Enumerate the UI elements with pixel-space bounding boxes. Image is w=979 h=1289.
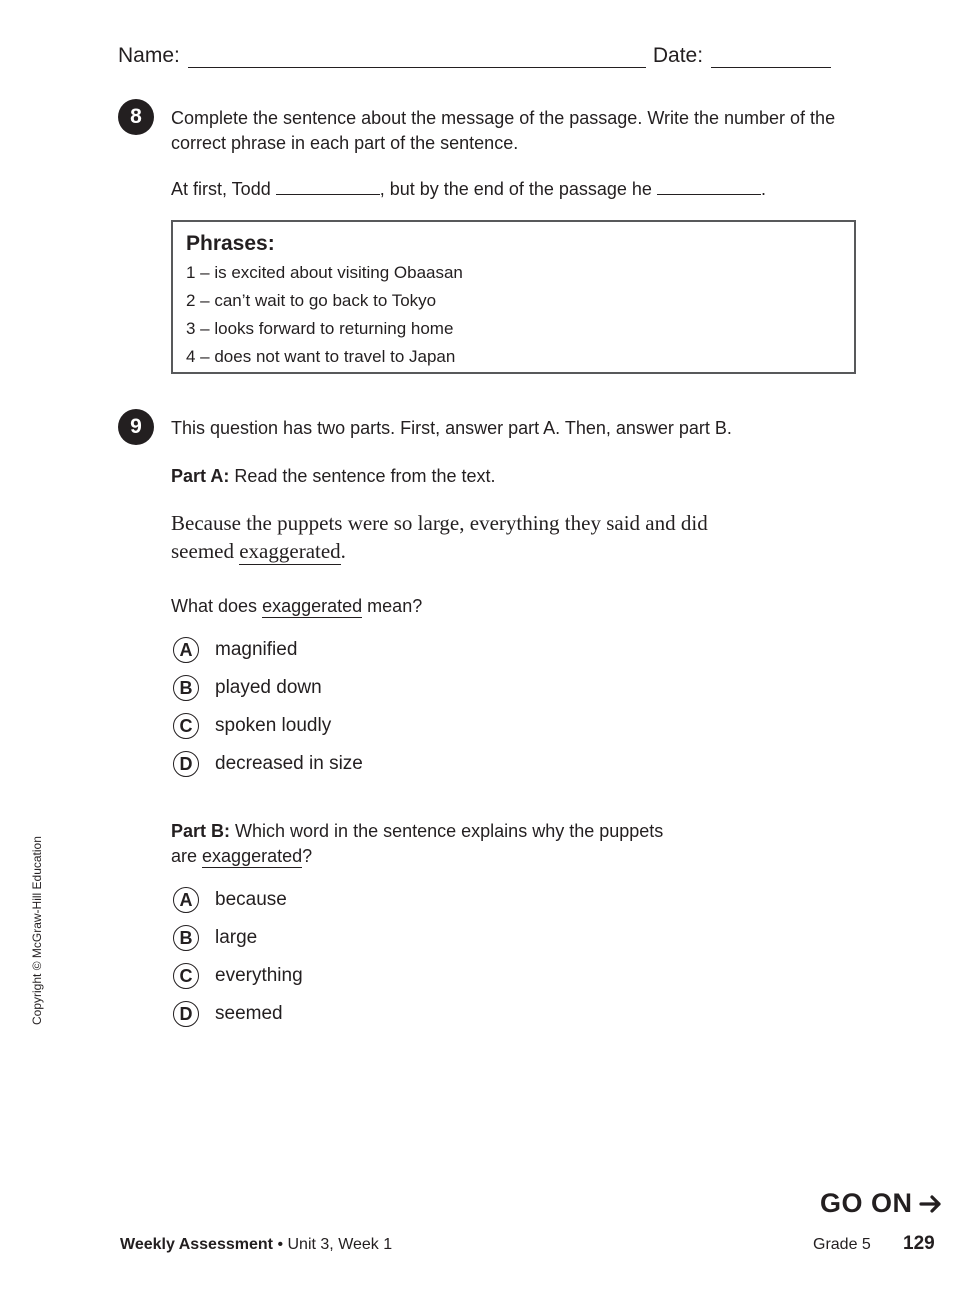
footer-separator: • — [277, 1236, 284, 1253]
option-b[interactable] — [173, 923, 303, 953]
option-text: seemed — [215, 1003, 283, 1024]
phrases-title: Phrases: — [186, 232, 275, 255]
option-text: spoken loudly — [215, 715, 332, 736]
date-label: Date: — [652, 44, 704, 67]
part-b-underlined-word: exaggerated — [202, 846, 303, 866]
quote-line-2 — [171, 537, 791, 565]
part-b-line-1-text: Which word in the sentence explains why the puppets — [235, 821, 664, 841]
unit-week: Unit 3, Week 1 — [287, 1236, 393, 1253]
assessment-title: Weekly Assessment — [120, 1236, 273, 1253]
go-on-label: GO ON — [820, 1188, 913, 1218]
q9-intro: This question has two parts. First, answer part A. Then, answer part B. — [171, 418, 732, 438]
phrase-item: 3 – looks forward to returning home — [186, 319, 454, 338]
part-b-line-2-end: ? — [302, 846, 313, 866]
option-a[interactable] — [173, 885, 303, 915]
option-text: large — [215, 927, 258, 948]
answer-bubble[interactable]: C — [173, 963, 199, 989]
q8-sentence-part1: At first, Todd — [171, 179, 271, 199]
quote-underlined-word: exaggerated — [239, 539, 341, 563]
part-a-question-word: exaggerated — [262, 596, 363, 616]
option-text: because — [215, 889, 287, 910]
option-a[interactable] — [173, 635, 363, 665]
answer-bubble[interactable]: A — [173, 637, 199, 663]
option-text: played down — [215, 677, 322, 698]
q8-blank-2[interactable] — [657, 176, 761, 195]
name-label: Name: — [118, 44, 180, 67]
option-text: magnified — [215, 639, 298, 660]
text-quote — [171, 509, 791, 565]
page-number: 129 — [903, 1233, 935, 1254]
footer-assessment — [120, 1236, 392, 1254]
option-text: decreased in size — [215, 753, 363, 774]
part-a-question-start: What does — [171, 596, 258, 616]
part-a-instruction — [171, 464, 496, 489]
option-c[interactable] — [173, 711, 363, 741]
part-b-line-2 — [171, 844, 771, 869]
q8-sentence — [171, 176, 766, 202]
grade-label: Grade 5 — [813, 1236, 871, 1253]
quote-line-1: Because the puppets were so large, everything they said and did — [171, 511, 708, 535]
quote-line-2-end: . — [340, 539, 346, 563]
name-field[interactable] — [188, 47, 646, 68]
q8-blank-1[interactable] — [276, 176, 380, 195]
answer-bubble[interactable]: D — [173, 1001, 199, 1027]
option-d[interactable] — [173, 749, 363, 779]
part-b-label: Part B: — [171, 821, 231, 841]
header — [118, 44, 831, 68]
phrase-item: 4 – does not want to travel to Japan — [186, 347, 456, 366]
part-b-line-2-start: are — [171, 846, 198, 866]
go-on-indicator — [820, 1188, 943, 1219]
phrase-item: 1 – is excited about visiting Obaasan — [186, 263, 463, 282]
answer-bubble[interactable]: A — [173, 887, 199, 913]
answer-bubble[interactable]: C — [173, 713, 199, 739]
q8-sentence-end: . — [760, 179, 766, 199]
part-a-options — [173, 635, 363, 779]
q8-prompt: Complete the sentence about the message of the passage. Write the number of the correct phrase in each part of the sentence. — [171, 108, 836, 153]
answer-bubble[interactable]: B — [173, 925, 199, 951]
option-c[interactable] — [173, 961, 303, 991]
option-text: everything — [215, 965, 303, 986]
part-a-question-end: mean? — [367, 596, 423, 616]
question-number-8: 8 — [118, 99, 154, 135]
copyright-notice: Copyright © McGraw-Hill Education — [30, 836, 44, 1025]
part-a-label: Part A: — [171, 466, 230, 486]
answer-bubble[interactable]: B — [173, 675, 199, 701]
option-b[interactable] — [173, 673, 363, 703]
part-a-question — [171, 594, 422, 619]
question-number-9: 9 — [118, 409, 154, 445]
q8-sentence-part2: , but by the end of the passage he — [379, 179, 652, 199]
phrase-item: 2 – can’t wait to go back to Tokyo — [186, 291, 437, 310]
part-b-question — [171, 819, 771, 869]
part-a-text: Read the sentence from the text. — [234, 466, 496, 486]
part-b-options — [173, 885, 303, 1029]
quote-line-2-start: seemed — [171, 539, 234, 563]
option-d[interactable] — [173, 999, 303, 1029]
part-b-line-1 — [171, 819, 771, 844]
phrases-box — [171, 220, 856, 374]
right-arrow-icon — [919, 1194, 943, 1214]
date-field[interactable] — [711, 47, 831, 68]
answer-bubble[interactable]: D — [173, 751, 199, 777]
